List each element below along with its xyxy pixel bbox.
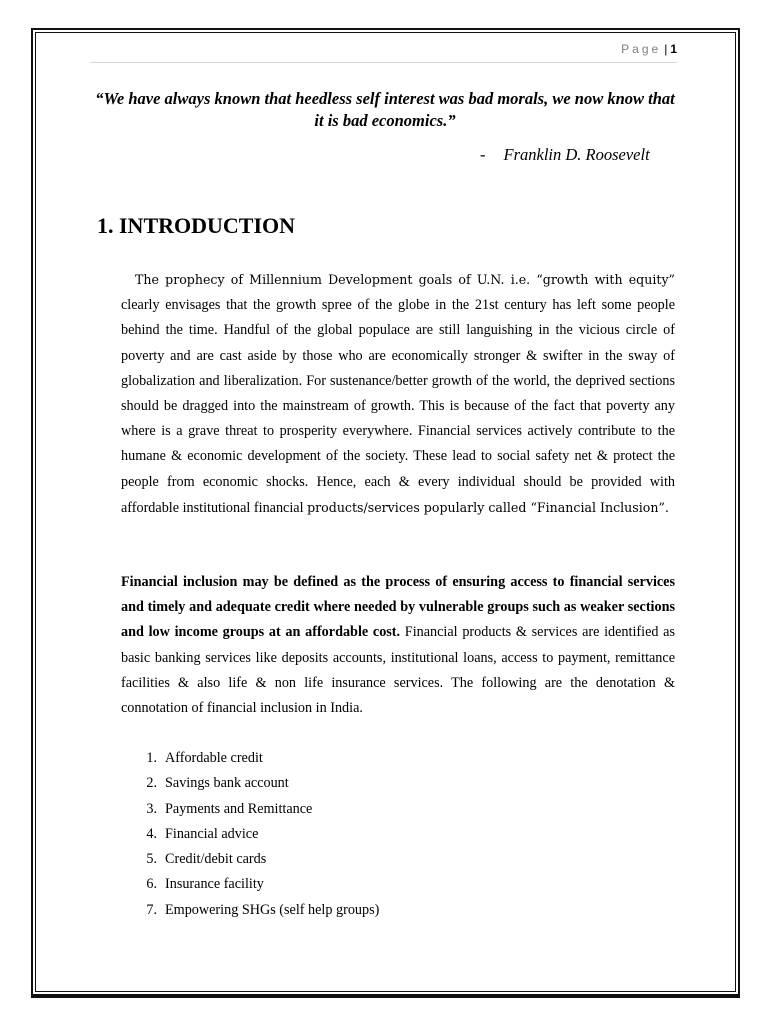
list-number: 5.	[146, 851, 157, 868]
definition-rest: Financial products & services are identified as basic banking services like deposits accounts, institutional loans, access to payment, remittance facilities & also life & non life insurance services. The following are the denotation & connotation of financial inclusion in India.	[121, 624, 676, 717]
intro-opening: The prophecy of Millennium Development goals of U.N. i.e. “growth with equity”	[135, 272, 675, 287]
section-heading: 1. INTRODUCTION	[97, 213, 296, 238]
list-item	[120, 822, 379, 847]
list-item	[120, 746, 379, 771]
page-number: 1	[670, 42, 677, 56]
list-text: Affordable credit	[165, 750, 263, 766]
list-item	[120, 797, 379, 822]
list-item	[120, 898, 379, 923]
page-label: Page	[621, 42, 662, 56]
definition-bold: Financial inclusion may be defined as the process of ensuring access to financial services and timely and adequate credit where needed by vulnerable groups such as weaker sections and low income groups at an affordable cost.	[121, 574, 675, 641]
list-text: Savings bank account	[165, 775, 289, 792]
intro-body: clearly envisages that the growth spree of the globe in the 21st century has left some people behind the time. Handful of the global populace are still languishing in the vicious circle of poverty and are cast aside by those who are economically stronger & swifter in the sway of globalization and liberalization. For sustenance/better growth of the world, the deprived sections should be dragged into the mainstream of growth. This is because of the fact that poverty any where is a grave threat to prosperity everywhere. Financial services actively contribute to the humane & economic development of the society. These lead to social safety net & protect the people from economic shocks. Hence, each & every individual should be provided with affordable institutional financial	[121, 297, 675, 516]
list-item	[120, 771, 379, 796]
list-text: Empowering SHGs (self help groups)	[165, 901, 380, 918]
intro-closing: products/services popularly called “Financial Inclusion”.	[307, 499, 669, 515]
page-header	[90, 42, 677, 63]
list-number: 2.	[146, 775, 157, 792]
list-text: Credit/debit cards	[165, 851, 267, 868]
list-number: 6.	[146, 876, 157, 893]
list-text: Financial advice	[165, 825, 259, 842]
list-number: 3.	[146, 800, 157, 817]
epigraph-attribution	[480, 145, 680, 165]
list-text: Insurance facility	[165, 876, 264, 893]
list-item	[120, 872, 379, 897]
inclusion-list	[120, 746, 379, 923]
list-item	[120, 847, 379, 872]
epigraph-quote: “We have always known that heedless self interest was bad morals, we now know that it is bad economics.”	[95, 89, 675, 130]
page-separator: |	[664, 42, 668, 56]
attribution-author: Franklin D. Roosevelt	[503, 145, 650, 164]
list-number: 1.	[146, 750, 157, 766]
intro-paragraph	[121, 267, 675, 521]
list-number: 4.	[146, 825, 157, 842]
list-text: Payments and Remittance	[165, 800, 313, 817]
list-number: 7.	[146, 901, 157, 918]
page-border-bottom	[31, 995, 740, 998]
definition-paragraph	[121, 570, 675, 721]
attribution-dash: -	[480, 145, 486, 164]
